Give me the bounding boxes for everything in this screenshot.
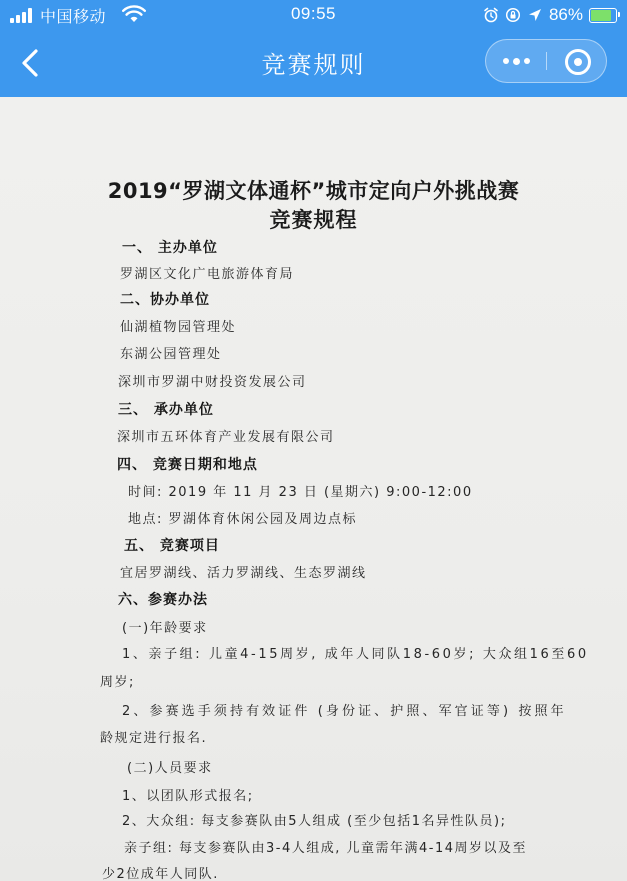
section-heading: 四、 竞赛日期和地点 [117, 457, 258, 473]
document-line: 东湖公园管理处 [120, 347, 222, 362]
document-line: 宜居罗湖线、活力罗湖线、生态罗湖线 [120, 566, 367, 581]
nav-bar [0, 30, 627, 94]
location-icon [527, 7, 543, 23]
document-line: 时间: 2019 年 11 月 23 日 (星期六) 9:00-12:00 [128, 485, 473, 500]
document-line: 龄规定进行报名. [100, 731, 208, 746]
clock-time: 09:55 [290, 4, 337, 23]
document-line: 深圳市五环体育产业发展有限公司 [117, 430, 335, 445]
battery-fill [591, 10, 611, 21]
section-heading: 五、 竞赛项目 [124, 538, 220, 554]
status-right-group [483, 4, 617, 26]
document-line: 深圳市罗湖中财投资发展公司 [118, 375, 307, 390]
document-subtitle: 竞赛规程 [269, 208, 358, 232]
document-line: 少2位成年人同队. [102, 867, 219, 881]
battery-icon [589, 8, 617, 23]
close-button[interactable] [547, 40, 607, 82]
more-button[interactable] [486, 40, 546, 82]
rules-document [0, 97, 627, 881]
document-line: 仙湖植物园管理处 [120, 320, 237, 335]
section-heading: 六、参赛办法 [118, 592, 208, 608]
more-dots-icon [513, 58, 520, 65]
alarm-icon [483, 7, 499, 23]
top-bar [0, 0, 627, 97]
carrier-label: 中国移动 [40, 7, 107, 26]
more-dots-icon [524, 58, 530, 64]
document-line: 2、参赛选手须持有效证件 (身份证、护照、军官证等) 按照年 [122, 704, 567, 719]
document-line: (二)人员要求 [127, 761, 213, 776]
page-title: 竞赛规则 [261, 51, 366, 79]
document-line: 地点: 罗湖体育休闲公园及周边点标 [128, 512, 358, 527]
document-line: (一)年龄要求 [122, 621, 208, 636]
document-line: 1、以团队形式报名; [122, 789, 254, 804]
document-line: 罗湖区文化广电旅游体育局 [120, 267, 295, 282]
more-dots-icon [503, 58, 509, 64]
document-line: 2、大众组: 每支参赛队由5人组成 (至少包括1名异性队员); [122, 814, 507, 829]
section-heading: 一、 主办单位 [122, 240, 218, 256]
status-bar [0, 0, 627, 30]
document-line: 周岁; [100, 675, 135, 690]
target-close-icon [565, 49, 591, 75]
section-heading: 二、协办单位 [120, 292, 210, 308]
section-heading: 三、 承办单位 [118, 402, 214, 418]
lock-rotation-icon [505, 7, 521, 23]
mini-program-capsule [485, 39, 607, 83]
document-line: 亲子组: 每支参赛队由3-4人组成, 儿童需年满4-14周岁以及至 [124, 841, 528, 856]
document-title: 2019“罗湖文体通杯”城市定向户外挑战赛 [107, 179, 520, 203]
document-line: 1、亲子组: 儿童4-15周岁, 成年人同队18-60岁; 大众组16至60 [122, 647, 589, 662]
battery-percent: 86% [548, 5, 583, 24]
